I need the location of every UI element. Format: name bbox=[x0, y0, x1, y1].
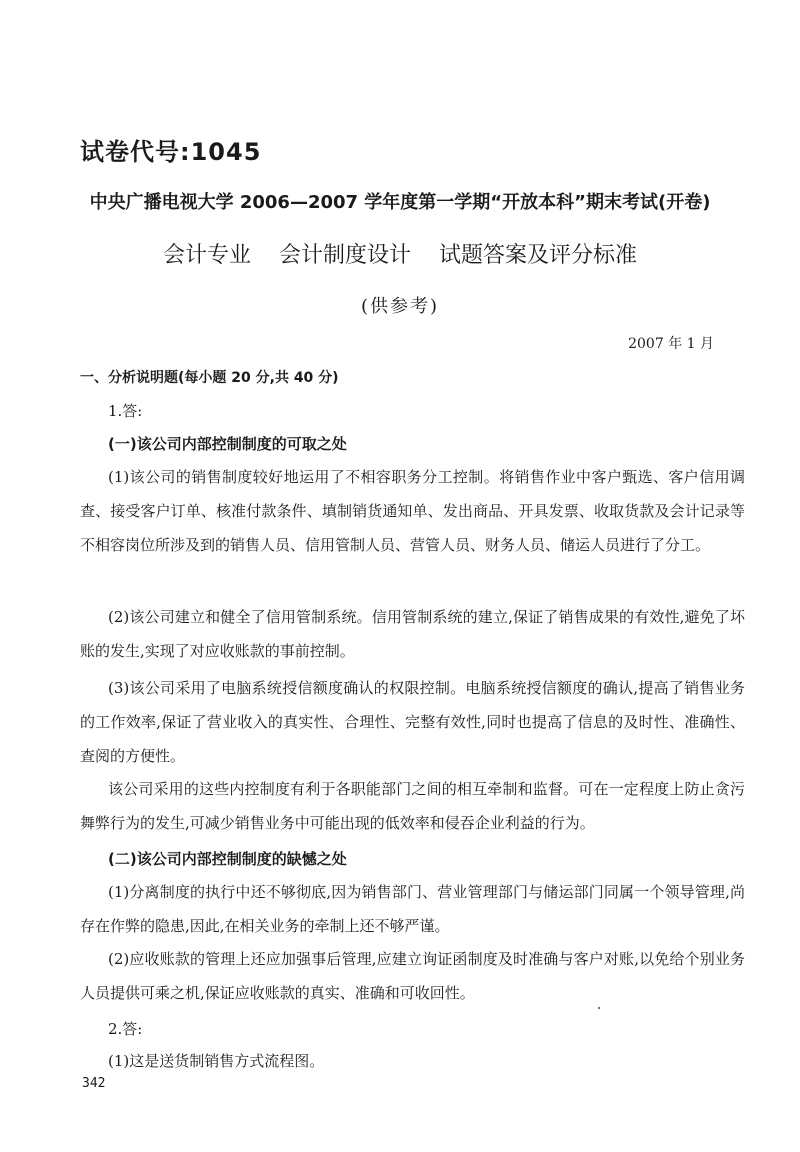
part-2-heading: (二)该公司内部控制制度的缺憾之处 bbox=[108, 850, 347, 868]
paragraph: (2)该公司建立和健全了信用管制系统。信用管制系统的建立,保证了销售成果的有效性,避免了坏账的发生,实现了对应收账款的事前控制。 bbox=[80, 608, 745, 660]
part-1-heading: (一)该公司内部控制制度的可取之处 bbox=[108, 435, 347, 453]
question-2-label: 2.答: bbox=[108, 1020, 143, 1038]
scan-speck bbox=[598, 1007, 600, 1009]
paper-code: 试卷代号:1045 bbox=[80, 138, 262, 166]
paragraph: 该公司采用的这些内控制度有利于各职能部门之间的相互牵制和监督。可在一定程度上防止贪污舞弊行为的发生,可减少销售业务中可能出现的低效率和侵吞企业利益的行为。 bbox=[80, 780, 745, 832]
paragraph: (2)应收账款的管理上还应加强事后管理,应建立询证函制度及时准确与客户对账,以免给个别业务人员提供可乘之机,保证应收账款的真实、准确和可收回性。 bbox=[80, 950, 745, 1002]
course-title: 会计专业 会计制度设计 试题答案及评分标准 bbox=[163, 243, 637, 268]
paragraph: (1)该公司的销售制度较好地运用了不相容职务分工控制。将销售作业中客户甄选、客户信用调查、接受客户订单、核准付款条件、填制销货通知单、发出商品、开具发票、收取货款及会计记录等不相容岗位所涉及到的销售人员、信用管制人员、营管人员、财务人员、储运人员进行了分工。 bbox=[80, 468, 745, 554]
paragraph: (3)该公司采用了电脑系统授信额度确认的权限控制。电脑系统授信额度的确认,提高了销售业务的工作效率,保证了营业收入的真实性、合理性、完整有效性,同时也提高了信息的及时性、准确性、查阅的方便性。 bbox=[80, 679, 745, 765]
question-1-label: 1.答: bbox=[108, 402, 143, 420]
paragraph: (1)这是送货制销售方式流程图。 bbox=[108, 1052, 325, 1070]
reference-note: (供参考) bbox=[360, 296, 440, 317]
paragraph: (1)分离制度的执行中还不够彻底,因为销售部门、营业管理部门与储运部门同属一个领导管理,尚存在作弊的隐患,因此,在相关业务的牵制上还不够严谨。 bbox=[80, 883, 745, 935]
page-number: 342 bbox=[82, 1076, 106, 1091]
section-heading: 一、分析说明题(每小题 20 分,共 40 分) bbox=[80, 370, 339, 386]
exam-title: 中央广播电视大学 2006—2007 学年度第一学期“开放本科”期末考试(开卷) bbox=[89, 192, 711, 213]
exam-date: 2007 年 1 月 bbox=[628, 336, 714, 352]
